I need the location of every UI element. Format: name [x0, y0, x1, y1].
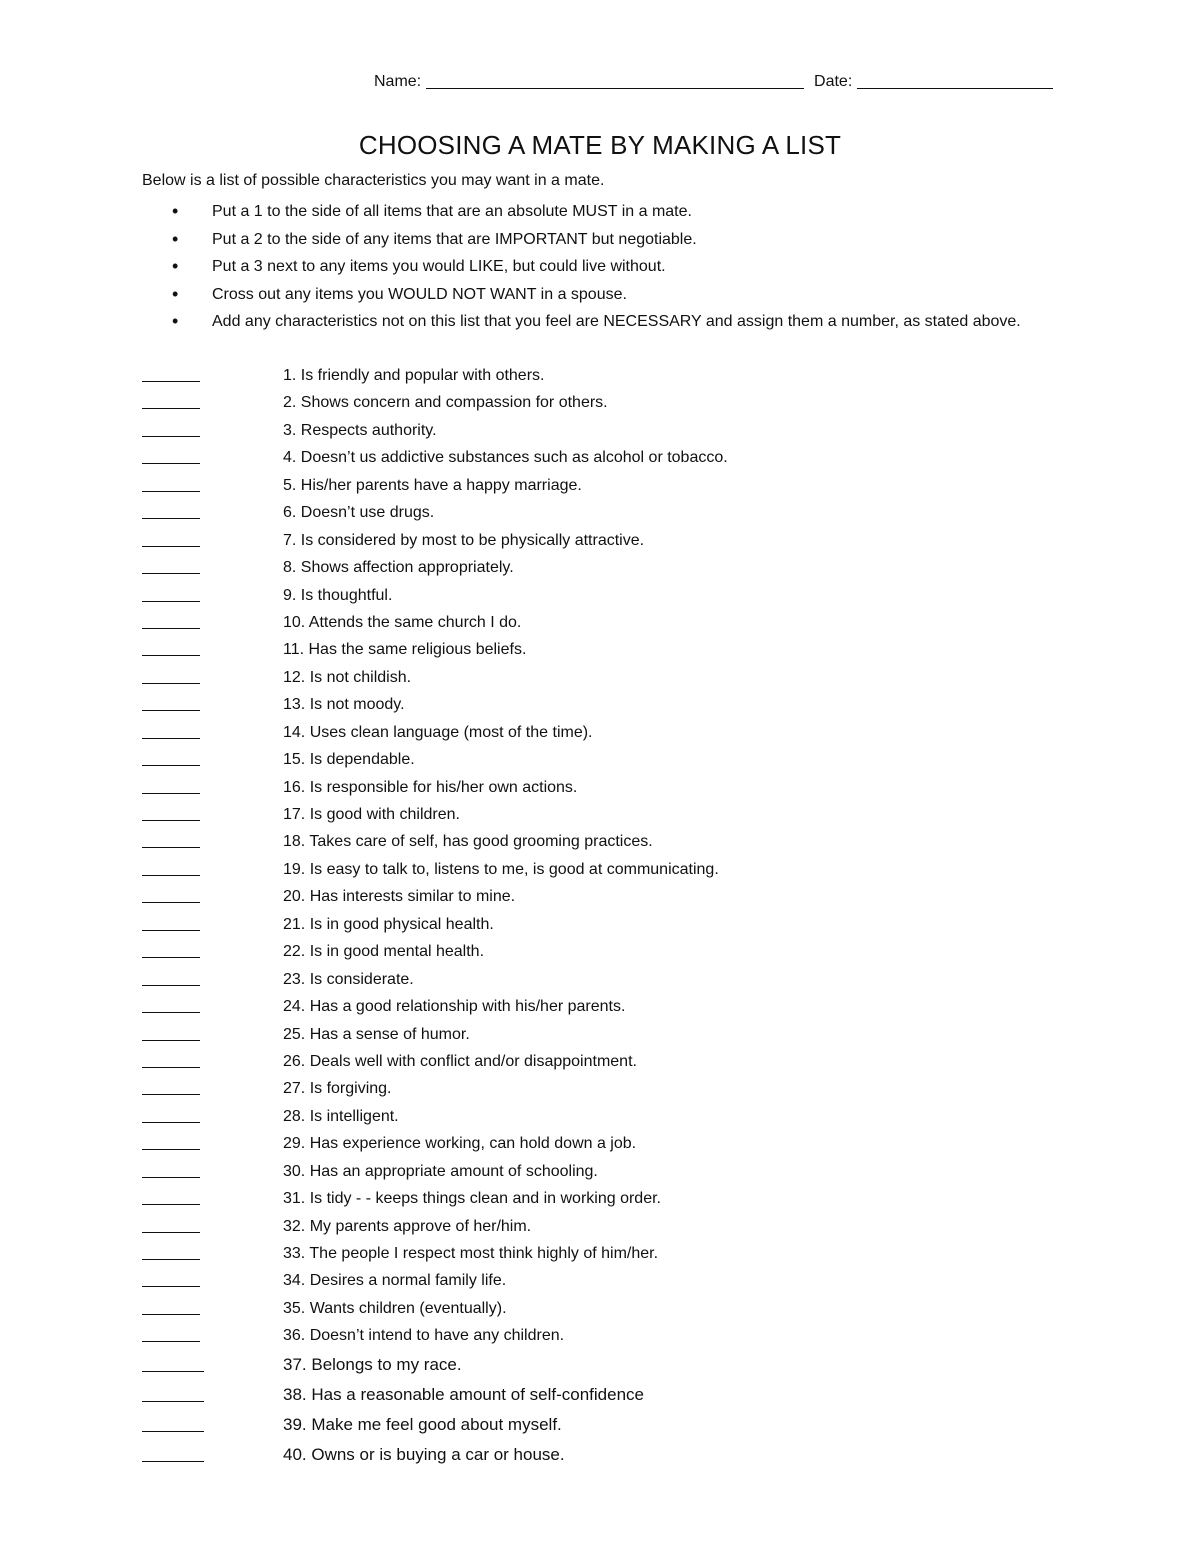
item-text: 10. Attends the same church I do. — [283, 613, 522, 631]
page-title: CHOOSING A MATE BY MAKING A LIST — [358, 130, 842, 160]
rating-blank[interactable] — [142, 408, 200, 409]
rating-blank[interactable] — [142, 1094, 200, 1095]
item-text: 7. Is considered by most to be physically attractive. — [283, 531, 645, 549]
list-item — [142, 499, 1082, 526]
list-item — [142, 774, 1082, 801]
list-item — [142, 1158, 1082, 1185]
rating-blank[interactable] — [142, 463, 200, 464]
item-text: 5. His/her parents have a happy marriage. — [283, 476, 582, 494]
item-text: 34. Desires a normal family life. — [283, 1272, 507, 1290]
rating-blank[interactable] — [142, 875, 200, 876]
list-item — [142, 1103, 1082, 1130]
item-text: 16. Is responsible for his/her own actions. — [283, 778, 578, 796]
item-text: 6. Doesn’t use drugs. — [283, 504, 435, 522]
rating-blank[interactable] — [142, 1177, 200, 1178]
rating-blank[interactable] — [142, 655, 200, 656]
list-item — [142, 472, 1082, 499]
rating-blank[interactable] — [142, 1431, 204, 1432]
list-item — [142, 966, 1082, 993]
item-text: 8. Shows affection appropriately. — [283, 559, 514, 577]
list-item — [142, 691, 1082, 718]
rating-blank[interactable] — [142, 436, 200, 437]
rating-blank[interactable] — [142, 1401, 204, 1402]
list-item — [142, 746, 1082, 773]
item-text: 35. Wants children (eventually). — [283, 1299, 507, 1317]
item-text: 4. Doesn’t us addictive substances such as alcohol or tobacco. — [283, 449, 728, 467]
list-item — [142, 719, 1082, 746]
item-text: 40. Owns or is buying a car or house. — [283, 1445, 565, 1464]
rating-blank[interactable] — [142, 546, 200, 547]
item-text: 24. Has a good relationship with his/her parents. — [283, 998, 626, 1016]
item-text: 1. Is friendly and popular with others. — [283, 367, 545, 384]
item-text: 25. Has a sense of humor. — [283, 1025, 470, 1043]
list-item — [142, 883, 1082, 910]
list-item — [142, 856, 1082, 883]
item-text: 39. Make me feel good about myself. — [283, 1415, 562, 1434]
list-item — [142, 1350, 1082, 1380]
instruction-item: • Add any characteristics not on this list that you feel are NECESSARY and assign them a number, as stated above. — [142, 308, 1062, 336]
item-text: 23. Is considerate. — [283, 970, 414, 988]
item-text: 27. Is forgiving. — [283, 1080, 392, 1098]
rating-blank[interactable] — [142, 1341, 200, 1342]
instruction-item: • Put a 3 next to any items you would LIKE, but could live without. — [142, 253, 1062, 281]
rating-blank[interactable] — [142, 847, 200, 848]
bullet-icon: • — [172, 311, 179, 331]
rating-blank[interactable] — [142, 738, 200, 739]
item-text: 11. Has the same religious beliefs. — [283, 641, 527, 659]
rating-blank[interactable] — [142, 957, 200, 958]
list-item — [142, 664, 1082, 691]
rating-blank[interactable] — [142, 1204, 200, 1205]
name-blank[interactable] — [426, 72, 804, 89]
rating-blank[interactable] — [142, 1040, 200, 1041]
rating-blank[interactable] — [142, 1371, 204, 1372]
list-item — [142, 609, 1082, 636]
bullet-icon: • — [172, 228, 179, 249]
item-text: 31. Is tidy - - keeps things clean and in working order. — [283, 1190, 661, 1208]
rating-blank[interactable] — [142, 1122, 200, 1123]
list-item — [142, 389, 1082, 416]
item-text: 14. Uses clean language (most of the time). — [283, 723, 593, 741]
date-label: Date: — [814, 73, 853, 90]
date-blank[interactable] — [857, 72, 1053, 89]
item-text: 26. Deals well with conflict and/or disappointment. — [283, 1052, 637, 1070]
rating-blank[interactable] — [142, 793, 200, 794]
item-text: 32. My parents approve of her/him. — [283, 1217, 532, 1235]
list-item — [142, 801, 1082, 828]
rating-blank[interactable] — [142, 573, 200, 574]
list-item — [142, 1322, 1082, 1349]
name-label: Name: — [374, 73, 422, 90]
rating-blank[interactable] — [142, 1012, 200, 1013]
item-text: 3. Respects authority. — [283, 421, 437, 439]
list-item — [142, 1267, 1082, 1294]
rating-blank[interactable] — [142, 985, 200, 986]
item-text: 36. Doesn’t intend to have any children. — [283, 1327, 565, 1345]
characteristics-list — [142, 362, 1082, 1350]
item-text: 18. Takes care of self, has good grooming practices. — [283, 833, 653, 851]
item-text: 12. Is not childish. — [283, 668, 412, 686]
rating-blank[interactable] — [142, 628, 200, 629]
list-item — [142, 1130, 1082, 1157]
item-text: 19. Is easy to talk to, listens to me, is good at communicating. — [283, 860, 719, 878]
instructions-list — [142, 198, 1062, 336]
list-item — [142, 527, 1082, 554]
rating-blank[interactable] — [142, 518, 200, 519]
list-item — [142, 938, 1082, 965]
item-text: 13. Is not moody. — [283, 696, 405, 714]
item-text: 21. Is in good physical health. — [283, 915, 494, 933]
header-line — [374, 72, 1074, 91]
bullet-icon: • — [172, 256, 179, 276]
rating-blank[interactable] — [142, 601, 200, 602]
list-item — [142, 636, 1082, 663]
rating-blank[interactable] — [142, 1067, 200, 1068]
list-item — [142, 582, 1082, 609]
item-text: 29. Has experience working, can hold down a job. — [283, 1135, 637, 1153]
item-text: 17. Is good with children. — [283, 806, 460, 823]
list-item — [142, 417, 1082, 444]
item-text: 2. Shows concern and compassion for others. — [283, 394, 608, 412]
item-text: 20. Has interests similar to mine. — [283, 888, 516, 906]
item-text: 30. Has an appropriate amount of schooling. — [283, 1162, 598, 1180]
bullet-icon: • — [172, 283, 179, 304]
rating-blank[interactable] — [142, 1259, 200, 1260]
rating-blank[interactable] — [142, 820, 200, 821]
rating-blank[interactable] — [142, 1461, 204, 1462]
rating-blank[interactable] — [142, 1314, 200, 1315]
rating-blank[interactable] — [142, 930, 200, 931]
list-item — [142, 1380, 1082, 1410]
item-text: 9. Is thoughtful. — [283, 586, 393, 604]
rating-blank[interactable] — [142, 1286, 200, 1287]
instruction-item: • Put a 2 to the side of any items that are IMPORTANT but negotiable. — [142, 226, 1062, 254]
characteristics-list-extra — [142, 1350, 1082, 1470]
list-item — [142, 1075, 1082, 1102]
list-item — [142, 554, 1082, 581]
list-item — [142, 993, 1082, 1020]
intro-text: Below is a list of possible characteristics you may want in a mate. — [142, 172, 605, 189]
rating-blank[interactable] — [142, 1232, 200, 1233]
rating-blank[interactable] — [142, 491, 200, 492]
bullet-icon: • — [172, 201, 179, 221]
rating-blank[interactable] — [142, 902, 200, 903]
rating-blank[interactable] — [142, 710, 200, 711]
rating-blank[interactable] — [142, 765, 200, 766]
item-text: 38. Has a reasonable amount of self-confidence — [283, 1385, 645, 1404]
list-item — [142, 1213, 1082, 1240]
list-item — [142, 1185, 1082, 1212]
item-text: 15. Is dependable. — [283, 751, 415, 769]
list-item — [142, 911, 1082, 938]
instruction-item: • Put a 1 to the side of all items that are an absolute MUST in a mate. — [142, 198, 1062, 226]
rating-blank[interactable] — [142, 381, 200, 382]
list-item — [142, 444, 1082, 471]
item-text: 33. The people I respect most think highly of him/her. — [283, 1245, 659, 1262]
list-item — [142, 362, 1082, 389]
item-text: 22. Is in good mental health. — [283, 943, 485, 961]
list-item — [142, 1440, 1082, 1470]
item-text: 37. Belongs to my race. — [283, 1355, 462, 1374]
rating-blank[interactable] — [142, 683, 200, 684]
list-item — [142, 1295, 1082, 1322]
item-text: 28. Is intelligent. — [283, 1107, 399, 1125]
list-item — [142, 1410, 1082, 1440]
list-item — [142, 828, 1082, 855]
rating-blank[interactable] — [142, 1149, 200, 1150]
list-item — [142, 1240, 1082, 1267]
list-item — [142, 1048, 1082, 1075]
list-item — [142, 1021, 1082, 1048]
instruction-item: • Cross out any items you WOULD NOT WANT in a spouse. — [142, 281, 1062, 309]
